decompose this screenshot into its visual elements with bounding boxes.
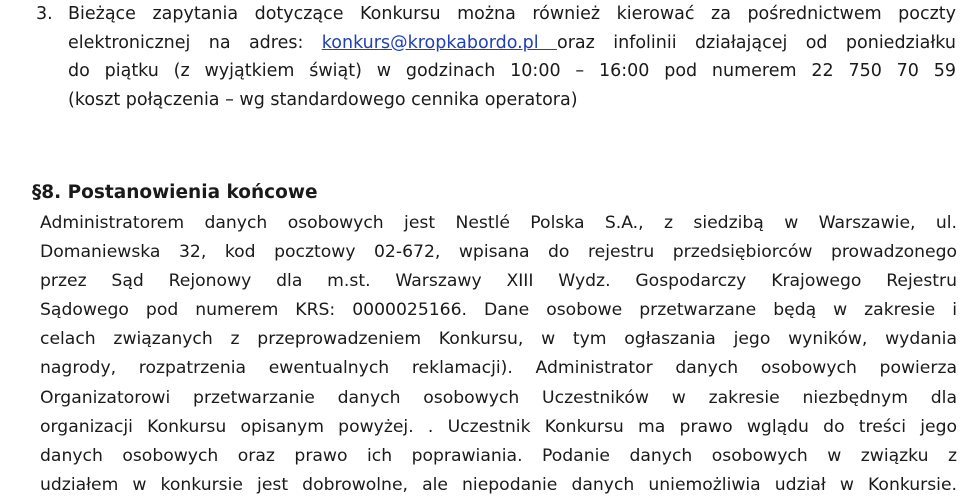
paragraph-line: Administratorem danych osobowych jest Nestlé Polska S.A., z siedzibą w Warszawie, ul. <box>40 213 957 233</box>
paragraph-line: udziałem w konkursie jest dobrowolne, ale niepodanie danych uniemożliwia udział w Konkursie. <box>40 474 957 495</box>
email-link[interactable]: konkurs@kropkabordo.pl <box>321 32 558 53</box>
text-line-with-email <box>68 29 956 58</box>
text-line: do piątku (z wyjątkiem świąt) w godzinach 10:00 – 16:00 pod numerem 22 750 70 59 <box>68 61 956 81</box>
paragraph-line: celach związanych z przeprowadzeniem Konkursu, w tym ogłaszania jego wyników, wydania <box>40 329 957 350</box>
section-body <box>40 209 957 500</box>
paragraph-line: Sądowego pod numerem KRS: 0000025166. Dane osobowe przetwarzane będą w zakresie i <box>40 300 957 321</box>
paragraph-line: danych osobowych oraz prawo ich poprawiania. Podanie danych osobowych w związku z <box>40 445 957 466</box>
paragraph-line: Domaniewska 32, kod pocztowy 02-672, wpisana do rejestru przedsiębiorców prowadzonego <box>40 242 957 263</box>
paragraph-line: nagrody, rozpatrzenia ewentualnych reklamacji). Administrator danych osobowych powierza <box>40 358 957 379</box>
paragraph-line: organizacji Konkursu opisanym powyżej. . Uczestnik Konkursu ma prawo wglądu do treści jego <box>40 416 957 437</box>
text-line: (koszt połączenia – wg standardowego cennika operatora) <box>68 89 578 110</box>
list-item-text <box>68 0 956 114</box>
section-heading: §8. Postanowienia końcowe <box>32 182 318 203</box>
list-number: 3. <box>36 4 53 24</box>
text-line: Bieżące zapytania dotyczące Konkursu można również kierować za pośrednictwem poczty <box>68 4 956 24</box>
list-item-3 <box>36 0 956 114</box>
email-prefix: elektronicznej na adres: <box>68 32 322 53</box>
text-line-rest: oraz infolinii działającej od poniedziałku <box>557 32 956 53</box>
paragraph-line: przez Sąd Rejonowy dla m.st. Warszawy XIII Wydz. Gospodarczy Krajowego Rejestru <box>40 271 957 292</box>
paragraph-line: Organizatorowi przetwarzanie danych osobowych Uczestników w zakresie niezbędnym dla <box>40 387 957 408</box>
